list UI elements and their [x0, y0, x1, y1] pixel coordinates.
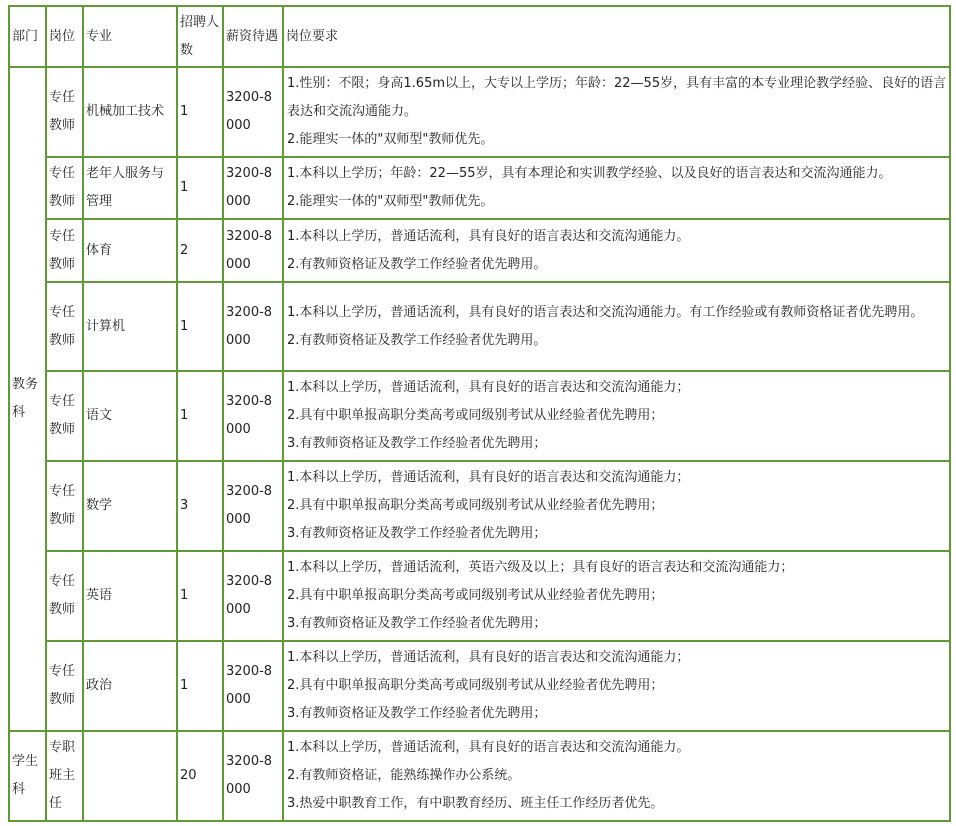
- major-cell: [83, 731, 177, 821]
- major-cell: 计算机: [83, 282, 177, 371]
- position-cell: 专任教师: [46, 219, 83, 282]
- major-cell: 语文: [83, 371, 177, 461]
- requirements-cell: [283, 371, 950, 461]
- department-cell: 教务科: [9, 67, 46, 731]
- requirement-line: 1.本科以上学历，普通话流利，具有良好的语言表达和交流沟通能力。: [287, 228, 690, 244]
- salary-cell: 3200-8000: [223, 461, 283, 551]
- requirements-cell: [283, 551, 950, 641]
- requirement-line: 1.本科以上学历，普通话流利，具有良好的语言表达和交流沟通能力。有工作经验或有教师资格证者优先聘用。: [287, 304, 924, 320]
- position-cell: 专任教师: [46, 282, 83, 371]
- position-cell: 专任教师: [46, 371, 83, 461]
- header-department: 部门: [9, 6, 46, 67]
- table-row: [9, 641, 950, 731]
- salary-cell: 3200-8000: [223, 282, 283, 371]
- requirement-line: 2.具有中职单报高职分类高考或同级别考试从业经验者优先聘用；: [287, 588, 664, 603]
- requirements-cell: [283, 157, 950, 219]
- requirements-cell: [283, 641, 950, 731]
- recruitment-table: [8, 5, 951, 822]
- requirement-line: 1.本科以上学历，普通话流利，具有良好的语言表达和交流沟通能力；: [287, 380, 690, 395]
- requirement-line: 1.本科以上学历；年龄：22—55岁，具有本理论和实训教学经验、以及良好的语言表达和交流沟通能力。: [287, 166, 892, 181]
- salary-cell: 3200-8000: [223, 641, 283, 731]
- requirement-line: 2.有教师资格证，能熟练操作办公系统。: [287, 768, 521, 783]
- table-row: [9, 551, 950, 641]
- requirement-line: 3.有教师资格证及教学工作经验者优先聘用；: [287, 526, 547, 541]
- table-row: [9, 219, 950, 282]
- requirement-line: 1.本科以上学历，普通话流利，英语六级及以上；具有良好的语言表达和交流沟通能力；: [287, 560, 794, 575]
- table-row: [9, 371, 950, 461]
- table-row: [9, 282, 950, 371]
- salary-cell: 3200-8000: [223, 371, 283, 461]
- header-salary: 薪资待遇: [223, 6, 283, 67]
- requirement-line: 3.有教师资格证及教学工作经验者优先聘用；: [287, 616, 547, 631]
- major-cell: 体育: [83, 219, 177, 282]
- table-row: [9, 67, 950, 157]
- major-cell: 机械加工技术: [83, 67, 177, 157]
- position-cell: 专任教师: [46, 67, 83, 157]
- salary-cell: 3200-8000: [223, 731, 283, 821]
- requirement-line: 2.有教师资格证及教学工作经验者优先聘用。: [287, 332, 547, 348]
- position-cell: 专任教师: [46, 641, 83, 731]
- table-row: [9, 461, 950, 551]
- header-row: [9, 6, 950, 67]
- requirements-cell: [283, 219, 950, 282]
- salary-cell: 3200-8000: [223, 67, 283, 157]
- requirements-cell: [283, 461, 950, 551]
- table-row: [9, 731, 950, 821]
- major-cell: 政治: [83, 641, 177, 731]
- header-major: 专业: [83, 6, 177, 67]
- major-cell: 老年人服务与管理: [83, 157, 177, 219]
- position-cell: 专任教师: [46, 461, 83, 551]
- requirement-line: 1.本科以上学历，普通话流利，具有良好的语言表达和交流沟通能力。: [287, 740, 690, 755]
- requirements-cell: [283, 282, 950, 371]
- salary-cell: 3200-8000: [223, 551, 283, 641]
- count-cell: 1: [177, 551, 223, 641]
- requirement-line: 2.具有中职单报高职分类高考或同级别考试从业经验者优先聘用；: [287, 498, 664, 513]
- count-cell: 2: [177, 219, 223, 282]
- count-cell: 1: [177, 371, 223, 461]
- requirement-line: 3.有教师资格证及教学工作经验者优先聘用；: [287, 706, 547, 721]
- requirement-line: 2.有教师资格证及教学工作经验者优先聘用。: [287, 256, 547, 272]
- requirement-line: 2.具有中职单报高职分类高考或同级别考试从业经验者优先聘用；: [287, 408, 664, 423]
- requirement-line: 2.能理实一体的"双师型"教师优先。: [287, 132, 494, 147]
- header-requirements: 岗位要求: [283, 6, 950, 67]
- requirements-cell: [283, 731, 950, 821]
- position-cell: 专职班主任: [46, 731, 83, 821]
- requirement-line: 1.性别：不限；身高1.65m以上，大专以上学历；年龄：22—55岁，具有丰富的本专业理论教学经验、良好的语言表达和交流沟通能力。: [287, 76, 947, 119]
- count-cell: 3: [177, 461, 223, 551]
- requirement-line: 1.本科以上学历，普通话流利，具有良好的语言表达和交流沟通能力；: [287, 650, 690, 665]
- position-cell: 专任教师: [46, 551, 83, 641]
- count-cell: 1: [177, 67, 223, 157]
- requirement-line: 2.能理实一体的"双师型"教师优先。: [287, 194, 494, 209]
- header-count: 招聘人数: [177, 6, 223, 67]
- table-row: [9, 157, 950, 219]
- count-cell: 1: [177, 157, 223, 219]
- salary-cell: 3200-8000: [223, 157, 283, 219]
- major-cell: 英语: [83, 551, 177, 641]
- count-cell: 1: [177, 641, 223, 731]
- count-cell: 1: [177, 282, 223, 371]
- requirements-cell: [283, 67, 950, 157]
- requirement-line: 2.具有中职单报高职分类高考或同级别考试从业经验者优先聘用；: [287, 678, 664, 693]
- count-cell: 20: [177, 731, 223, 821]
- department-cell: 学生科: [9, 731, 46, 821]
- requirement-line: 3.有教师资格证及教学工作经验者优先聘用；: [287, 436, 547, 451]
- requirement-line: 1.本科以上学历，普通话流利，具有良好的语言表达和交流沟通能力；: [287, 470, 690, 485]
- salary-cell: 3200-8000: [223, 219, 283, 282]
- header-position: 岗位: [46, 6, 83, 67]
- requirement-line: 3.热爱中职教育工作，有中职教育经历、班主任工作经历者优先。: [287, 796, 664, 811]
- position-cell: 专任教师: [46, 157, 83, 219]
- major-cell: 数学: [83, 461, 177, 551]
